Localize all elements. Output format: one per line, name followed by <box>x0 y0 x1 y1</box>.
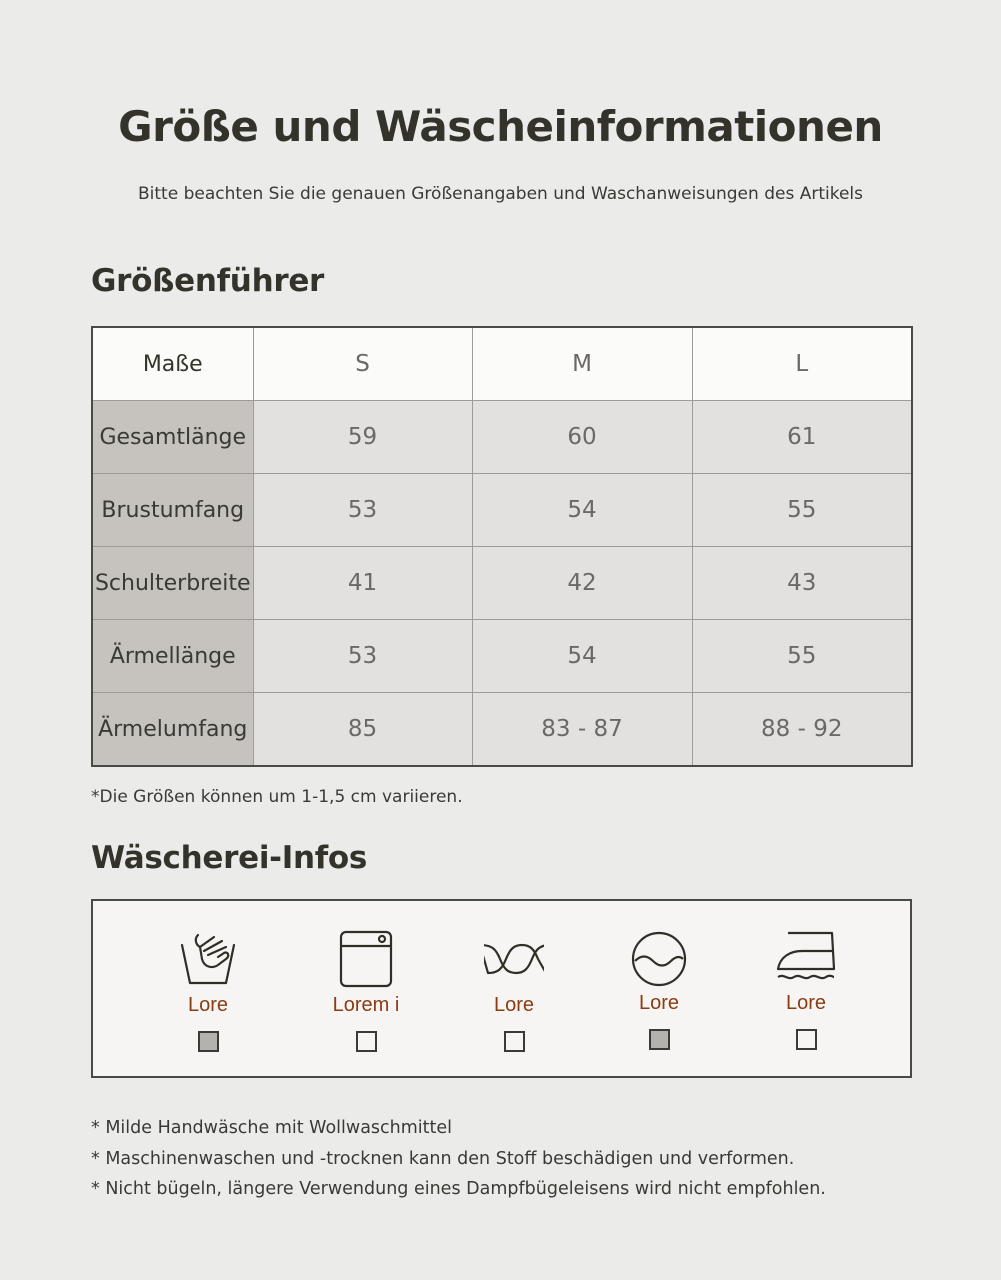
laundry-item <box>599 901 719 1076</box>
value-cell: 54 <box>472 620 692 693</box>
table-row <box>92 401 912 474</box>
laundry-item-label: Lore <box>638 992 680 1014</box>
laundry-checkbox[interactable] <box>356 1031 377 1052</box>
table-row <box>92 620 912 693</box>
laundry-checkbox[interactable] <box>198 1031 219 1052</box>
value-cell: 53 <box>253 474 472 547</box>
table-row <box>92 547 912 620</box>
value-cell: 85 <box>253 693 472 767</box>
laundry-item-label: Lore <box>785 992 827 1014</box>
value-cell: 43 <box>692 547 912 620</box>
laundry-heading: Wäscherei-Infos <box>91 840 368 876</box>
value-cell: 61 <box>692 401 912 474</box>
iron-steam-icon <box>776 929 836 989</box>
value-cell: 41 <box>253 547 472 620</box>
hand-wash-icon <box>178 929 238 989</box>
laundry-item-label: Lore <box>493 994 535 1016</box>
laundry-item <box>148 901 268 1076</box>
footnote: * Nicht bügeln, längere Verwendung eines Dampfbügeleisens wird nicht empfohlen. <box>91 1179 826 1199</box>
laundry-panel <box>91 899 912 1078</box>
size-table-header-row <box>92 327 912 401</box>
value-cell: 55 <box>692 620 912 693</box>
size-table <box>91 326 913 767</box>
value-cell: 59 <box>253 401 472 474</box>
value-cell: 53 <box>253 620 472 693</box>
row-label: Brustumfang <box>92 474 253 547</box>
row-label: Gesamtlänge <box>92 401 253 474</box>
laundry-footnotes <box>91 1113 826 1205</box>
header-cell-size-l: L <box>692 327 912 401</box>
laundry-checkbox[interactable] <box>796 1029 817 1050</box>
value-cell: 42 <box>472 547 692 620</box>
laundry-item <box>454 901 574 1076</box>
value-cell: 55 <box>692 474 912 547</box>
footnote: * Maschinenwaschen und -trocknen kann den Stoff beschädigen und verformen. <box>91 1148 795 1169</box>
header-cell-size-m: M <box>472 327 692 401</box>
laundry-item <box>306 901 426 1076</box>
value-cell: 88 - 92 <box>692 693 912 767</box>
size-variance-note: *Die Größen können um 1-1,5 cm variieren. <box>91 787 463 807</box>
value-cell: 83 - 87 <box>472 693 692 767</box>
page-subtitle: Bitte beachten Sie die genauen Größenangaben und Waschanweisungen des Artikels <box>137 184 863 204</box>
table-row <box>92 693 912 767</box>
row-label: Ärmelumfang <box>92 693 253 767</box>
value-cell: 54 <box>472 474 692 547</box>
laundry-item-label: Lore <box>187 994 229 1016</box>
dryer-icon <box>336 929 396 989</box>
header-cell-measure: Maße <box>92 327 253 401</box>
laundry-checkbox[interactable] <box>504 1031 525 1052</box>
page-title: Größe und Wäscheinformationen <box>118 102 883 151</box>
footnote: * Milde Handwäsche mit Wollwaschmittel <box>91 1118 453 1138</box>
size-guide-heading: Größenführer <box>91 263 325 299</box>
wring-icon <box>484 929 544 989</box>
table-row <box>92 474 912 547</box>
water-circle-icon <box>629 929 689 989</box>
row-label: Ärmellänge <box>92 620 253 693</box>
laundry-item <box>746 901 866 1076</box>
laundry-checkbox[interactable] <box>649 1029 670 1050</box>
laundry-item-label: Lorem i <box>332 994 400 1016</box>
row-label: Schulterbreite <box>92 547 253 620</box>
header-cell-size-s: S <box>253 327 472 401</box>
value-cell: 60 <box>472 401 692 474</box>
